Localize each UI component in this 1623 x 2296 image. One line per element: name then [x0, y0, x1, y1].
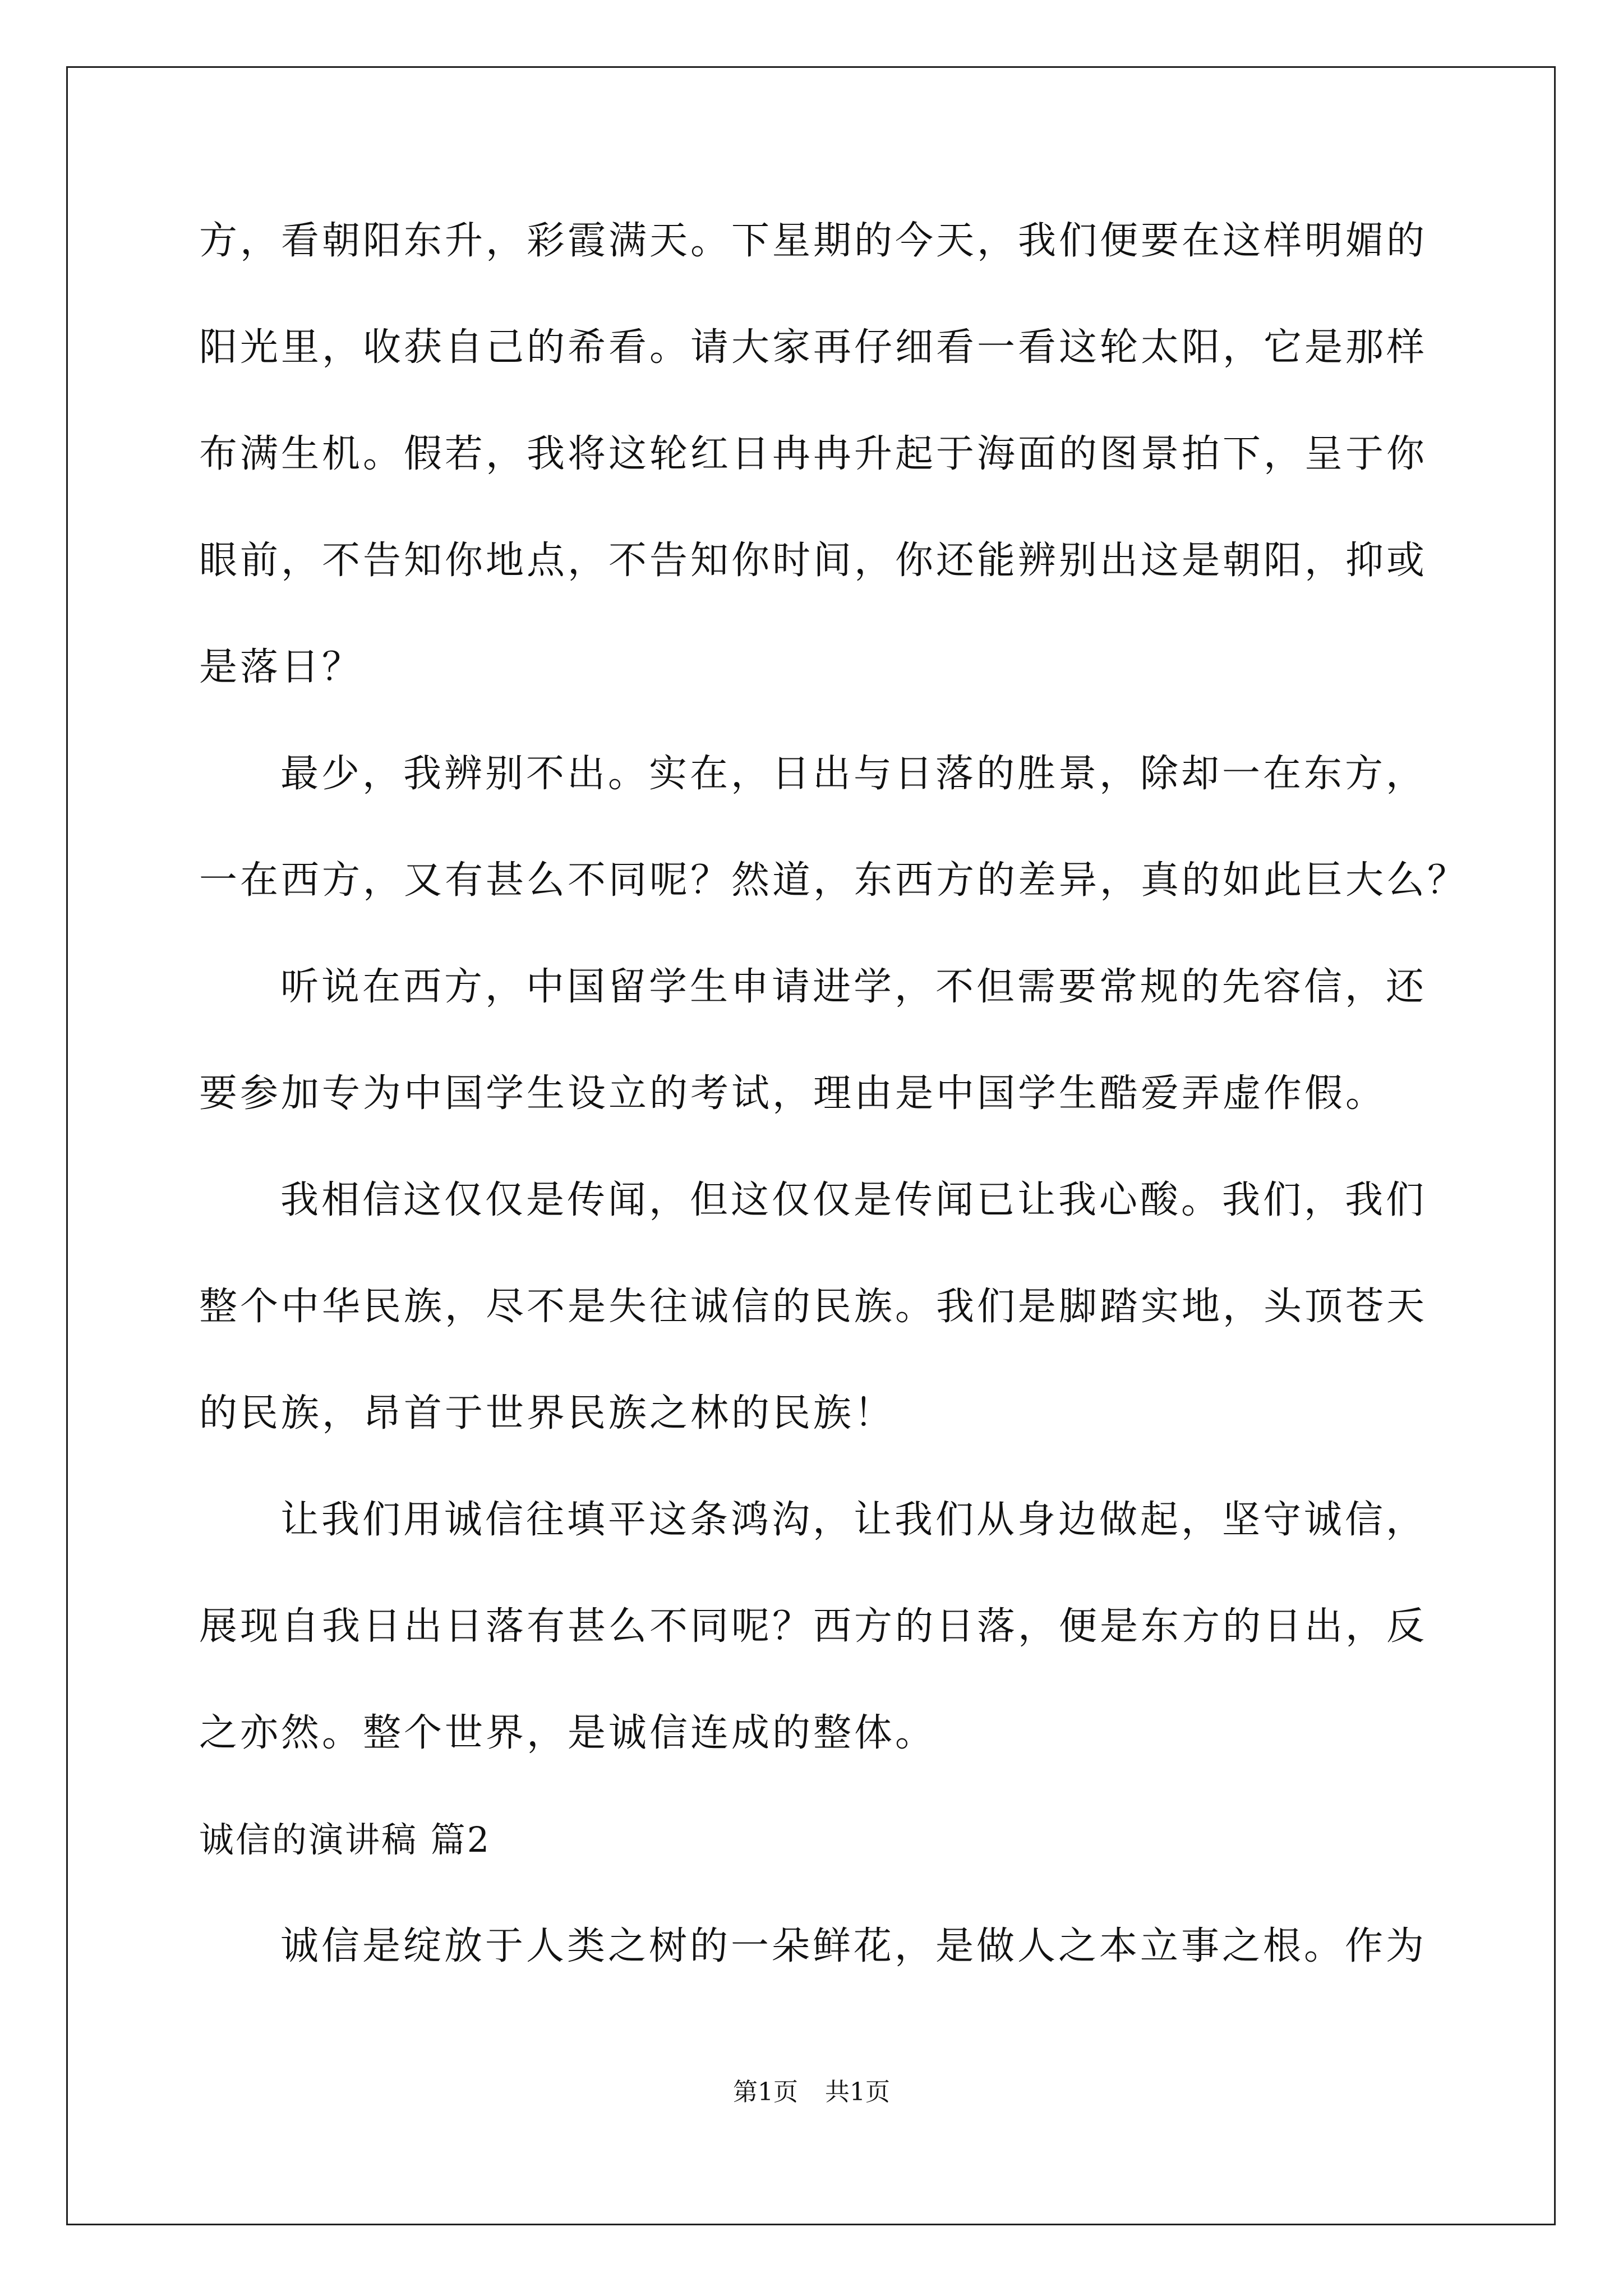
text-line: 要参加专为中国学生设立的考试，理由是中国学生酷爱弄虚作假。	[199, 1071, 1387, 1116]
text-line: 一在西方，又有甚么不同呢？然道，东西方的差异，真的如此巨大么？	[199, 858, 1469, 903]
page-number: 第1页	[733, 2078, 798, 2106]
text-line: 整个中华民族，尽不是失往诚信的民族。我们是脚踏实地，头顶苍天	[199, 1285, 1428, 1329]
text-line: 的民族，昂首于世界民族之林的民族！	[199, 1391, 896, 1435]
paragraph-first-line: 我相信这仅仅是传闻，但这仅仅是传闻已让我心酸。我们，我们	[280, 1178, 1427, 1222]
text-line: 之亦然。整个世界，是诚信连成的整体。	[199, 1711, 937, 1755]
text-line: 布满生机。假若，我将这轮红日冉冉升起于海面的图景拍下，呈于你	[199, 432, 1428, 476]
text-line: 阳光里，收获自己的希看。请大家再仔细看一看这轮太阳，它是那样	[199, 325, 1428, 370]
text-line: 方，看朝阳东升，彩霞满天。下星期的今天，我们便要在这样明媚的	[199, 219, 1428, 263]
page-total: 共1页	[825, 2078, 890, 2106]
text-line: 眼前，不告知你地点，不告知你时间，你还能辨别出这是朝阳，抑或	[199, 539, 1428, 583]
page-footer	[0, 2076, 1623, 2109]
text-line: 展现自我日出日落有甚么不同呢？西方的日落，便是东方的日出，反	[199, 1604, 1428, 1649]
paragraph-first-line: 让我们用诚信往填平这条鸿沟，让我们从身边做起，坚守诚信，	[280, 1498, 1427, 1542]
section-heading: 诚信的演讲稿 篇2	[199, 1819, 491, 1860]
page-border	[66, 66, 1556, 2225]
paragraph-first-line: 最少，我辨别不出。实在，日出与日落的胜景，除却一在东方，	[280, 752, 1427, 796]
paragraph-first-line: 听说在西方，中国留学生申请进学，不但需要常规的先容信，还	[280, 965, 1427, 1009]
paragraph-first-line: 诚信是绽放于人类之树的一朵鲜花，是做人之本立事之根。作为	[280, 1924, 1427, 1968]
text-line: 是落日？	[199, 645, 363, 689]
